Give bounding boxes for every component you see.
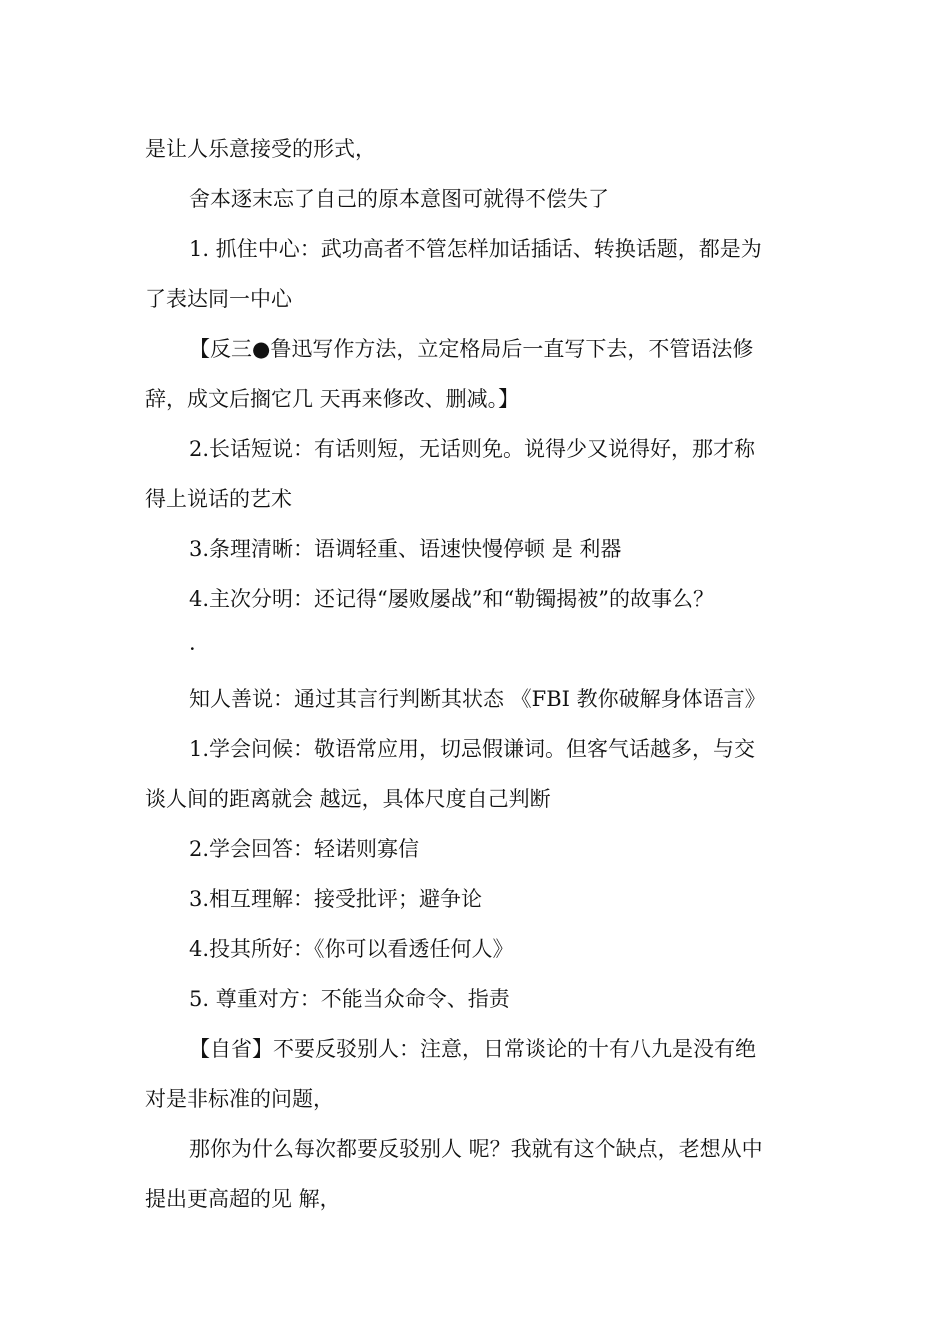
list-item-line: 4.投其所好：《你可以看透任何人》: [189, 937, 514, 961]
text-line: 了表达同一中心: [145, 287, 292, 311]
text-line: 辞，成文后搁它几 天再来修改、删减。】: [145, 387, 520, 411]
list-item-line: 2.长话短说：有话则短，无话则免。说得少又说得好，那才称: [189, 437, 756, 461]
text-line: 对是非标准的问题，: [145, 1087, 334, 1111]
text-line: 谈人间的距离就会 越远，具体尺度自己判断: [145, 787, 551, 811]
bracket-note-line: 【反三●鲁迅写作方法，立定格局后一直写下去，不管语法修: [189, 337, 754, 361]
text-line: 得上说话的艺术: [145, 487, 292, 511]
list-item-line: 4.主次分明：还记得“屡败屡战”和“勒镯揭被”的故事么？: [189, 587, 714, 611]
separator-dot: ·: [189, 637, 196, 661]
section-heading-line: 知人善说：通过其言行判断其状态 《FBI 教你破解身体语言》: [189, 687, 766, 711]
list-item-line: 1. 抓住中心：武功高者不管怎样加话插话、转换话题，都是为: [189, 237, 762, 261]
text-line: 是让人乐意接受的形式，: [145, 137, 376, 161]
list-item-line: 3.相互理解：接受批评；避争论: [189, 887, 483, 911]
list-item-line: 3.条理清晰：语调轻重、语速快慢停顿 是 利器: [189, 537, 622, 561]
text-line: 舍本逐末忘了自己的原本意图可就得不偿失了: [189, 187, 609, 211]
text-line: 提出更高超的见 解，: [145, 1187, 341, 1211]
document-body: [145, 124, 809, 1224]
list-item-line: 1.学会问候：敬语常应用，切忌假谦词。但客气话越多，与交: [189, 737, 756, 761]
text-line: 那你为什么每次都要反驳别人 呢？我就有这个缺点，老想从中: [189, 1137, 763, 1161]
list-item-line: 5. 尊重对方：不能当众命令、指责: [189, 987, 510, 1011]
bracket-note-line: 【自省】不要反驳别人：注意，日常谈论的十有八九是没有绝: [189, 1037, 756, 1061]
list-item-line: 2.学会回答：轻诺则寡信: [189, 837, 420, 861]
